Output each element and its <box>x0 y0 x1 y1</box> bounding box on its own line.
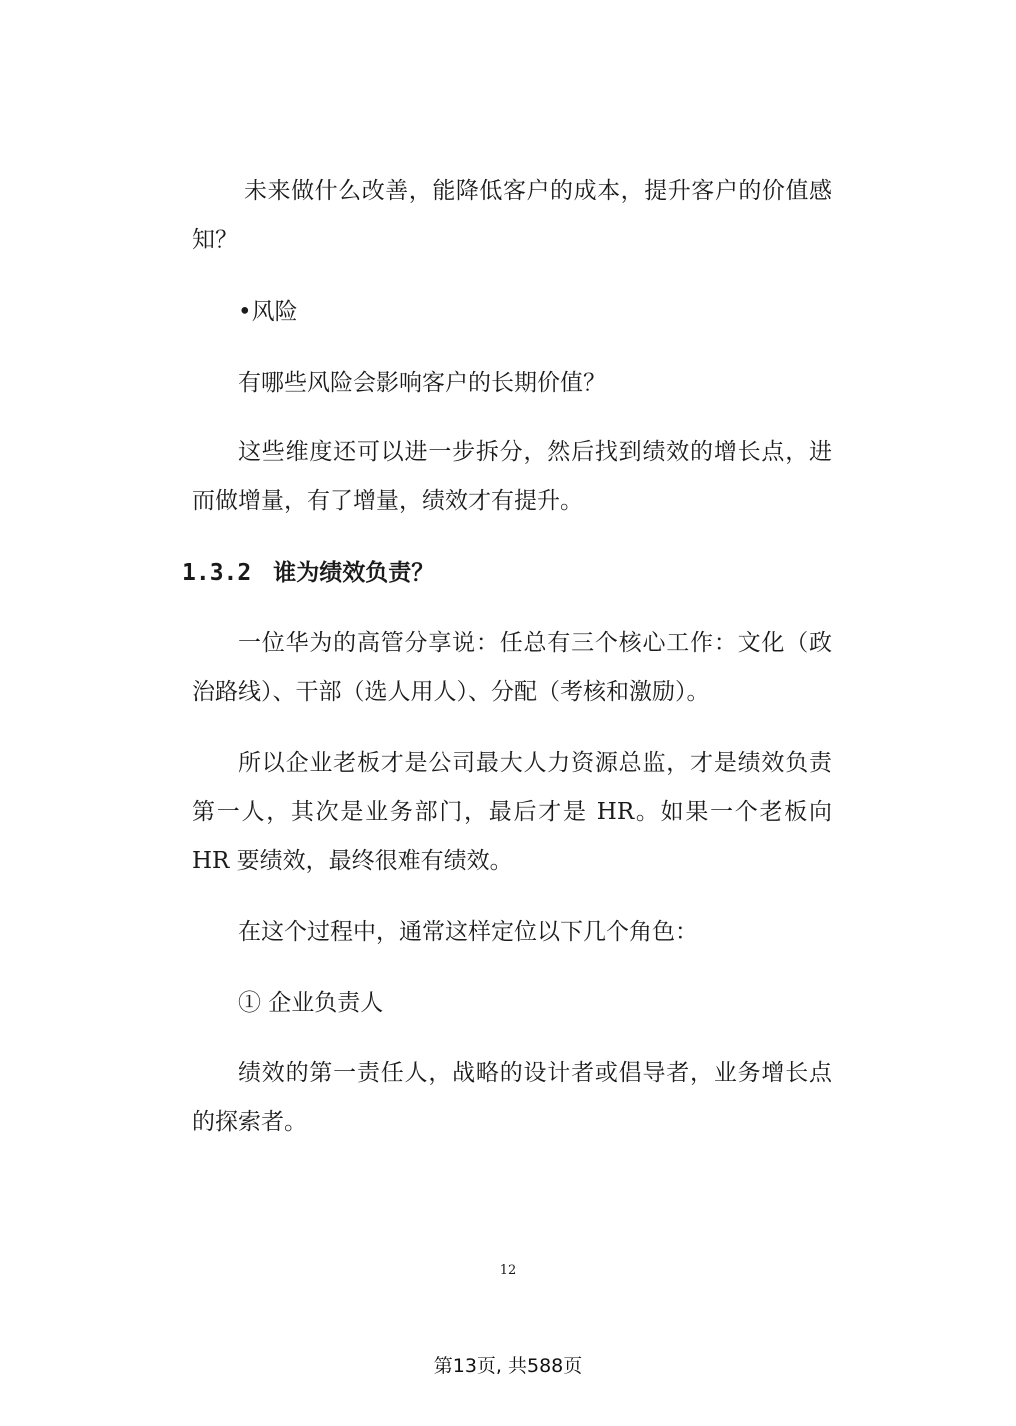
section-title: 谁为绩效负责？ <box>273 559 435 586</box>
paragraph-dimension-split: 这些维度还可以进一步拆分，然后找到绩效的增长点，进而做增量，有了增量，绩效才有提升。 <box>192 439 832 514</box>
page-footer-counter: 第13页, 共588页 <box>433 1355 583 1377</box>
section-number: 1.3.2 <box>182 560 252 586</box>
bullet-risk: •风险 <box>238 299 298 325</box>
page-number: 12 <box>499 1263 517 1278</box>
paragraph-first-responsible: 绩效的第一责任人，战略的设计者或倡导者，业务增长点的探索者。 <box>192 1060 832 1135</box>
paragraph-risk-question: 有哪些风险会影响客户的长期价值？ <box>238 370 606 396</box>
paragraph-roles-intro: 在这个过程中，通常这样定位以下几个角色： <box>238 919 698 945</box>
paragraph-boss-responsibility: 所以企业老板才是公司最大人力资源总监，才是绩效负责第一人，其次是业务部门，最后才是 HR。如果一个老板向 HR 要绩效，最终很难有绩效。 <box>192 750 832 874</box>
section-heading <box>182 558 434 588</box>
paragraph-cost-improvement: 未来做什么改善，能降低客户的成本，提升客户的价值感知？ <box>192 178 832 253</box>
paragraph-huawei-quote: 一位华为的高管分享说：任总有三个核心工作：文化（政治路线）、干部（选人用人）、分配（考核和激励）。 <box>192 630 832 705</box>
list-item-business-owner: ① 企业负责人 <box>238 990 384 1016</box>
